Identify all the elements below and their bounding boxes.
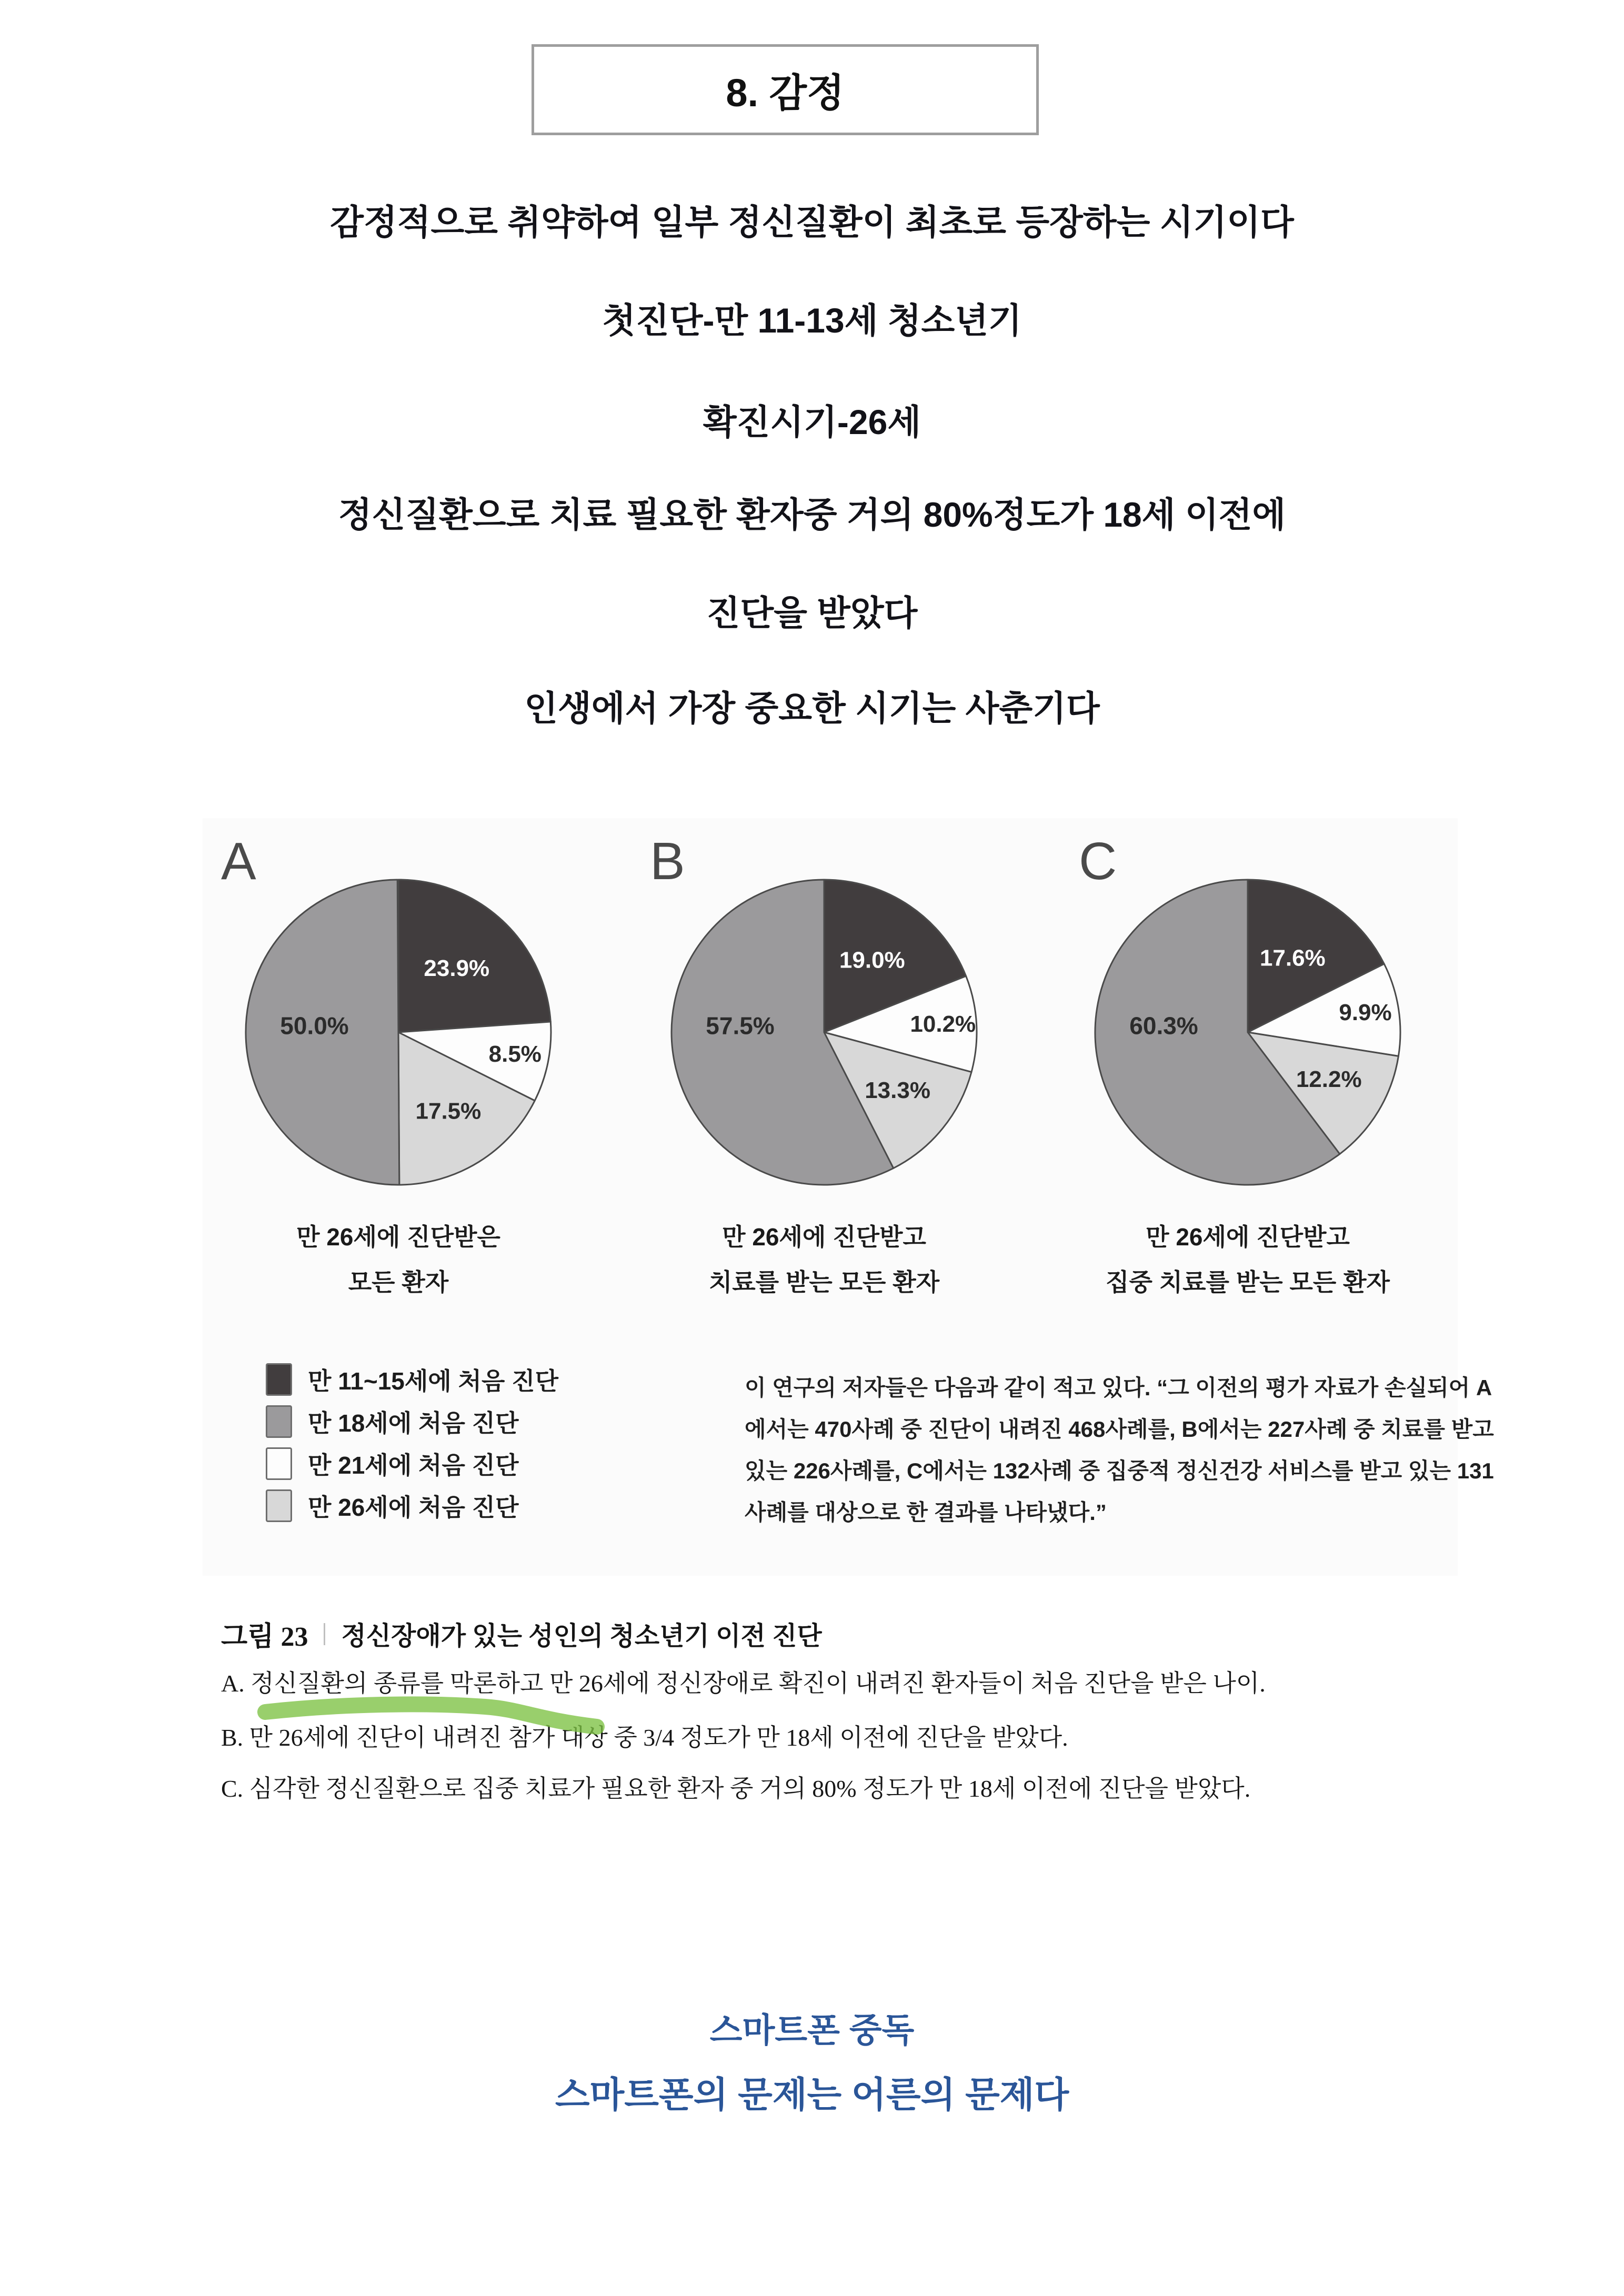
heading-line-4: 정신질환으로 치료 필요한 환자중 거의 80%정도가 18세 이전에 [338, 495, 1286, 534]
pie-slice-label: 9.9% [1339, 999, 1392, 1025]
legend-swatch-white [266, 1447, 292, 1480]
legend-label: 만 21세에 처음 진단 [308, 1452, 519, 1479]
pie-slice-label: 8.5% [488, 1041, 542, 1068]
heading-line-6: 인생에서 가장 중요한 시기는 사춘기다 [524, 689, 1100, 728]
figure-caption-title: 정신장애가 있는 성인의 청소년기 이전 진단 [341, 1621, 822, 1650]
heading-line-5: 진단을 받았다 [706, 593, 918, 632]
pie-slice-label: 50.0% [280, 1012, 349, 1040]
pie-a-caption [214, 1214, 583, 1305]
legend-swatch-gray [266, 1405, 292, 1438]
pie-b-caption-line-1: 만 26세에 진단받고 [722, 1223, 926, 1251]
paragraph-line: 사례를 대상으로 한 결과를 나타냈다.” [745, 1500, 1107, 1525]
pie-slice-label: 57.5% [706, 1012, 775, 1040]
heading-line-2: 첫진단-만 11-13세 청소년기 [602, 301, 1022, 340]
pie-slice-label: 13.3% [865, 1077, 930, 1103]
paragraph-line: 있는 226사례를, C에서는 132사례 중 집중적 정신건강 서비스를 받고 있는 131 [745, 1458, 1494, 1483]
pie-slice-label: 23.9% [424, 955, 490, 981]
figure-caption-title-row [221, 1614, 822, 1654]
figure-number: 그림 23 [221, 1622, 308, 1652]
pie-slice-label: 12.2% [1296, 1066, 1362, 1093]
figure-caption-line-c: C. 심각한 정신질환으로 집중 치료가 필요한 환자 중 거의 80% 정도가 만 18세 이전에 진단을 받았다. [221, 1775, 1251, 1802]
legend-row [266, 1443, 558, 1485]
footer-blue-line-1: 스마트폰 중독 [709, 2011, 915, 2049]
pie-legend [266, 1358, 558, 1527]
green-highlighter-stroke [247, 1695, 626, 1743]
pie-b-caption-line-2: 치료를 받는 모든 환자 [708, 1268, 940, 1296]
figure-caption-line-b: B. 만 26세에 진단이 내려진 참가 대상 중 3/4 정도가 만 18세 이전에 진단을 받았다. [221, 1724, 1068, 1751]
paragraph-line: 이 연구의 저자들은 다음과 같이 적고 있다. “그 이전의 평가 자료가 손실되어 A [745, 1375, 1492, 1400]
pie-chart-a [240, 874, 556, 1190]
legend-row [266, 1485, 558, 1527]
pie-a-caption-line-2: 모든 환자 [348, 1268, 449, 1296]
figure-caption-line-a: A. 정신질환의 종류를 막론하고 만 26세에 정신장애로 확진이 내려진 환자들이 처음 진단을 받은 나이. [221, 1670, 1266, 1697]
paragraph-line: 에서는 470사례 중 진단이 내려진 468사례를, B에서는 227사례 중 치료를 받고 [745, 1417, 1494, 1442]
footer-blue-line-2: 스마트폰의 문제는 어른의 문제다 [555, 2075, 1069, 2115]
pie-slice-label: 19.0% [839, 947, 905, 973]
legend-label: 만 18세에 처음 진단 [308, 1409, 519, 1437]
pie-chart-b [666, 874, 982, 1190]
legend-label: 만 11~15세에 처음 진단 [308, 1367, 559, 1395]
legend-swatch-dark [266, 1363, 292, 1396]
study-note-paragraph [745, 1367, 1494, 1533]
figure-caption-divider [324, 1623, 325, 1645]
pie-chart-c [1090, 874, 1406, 1190]
legend-label: 만 26세에 처음 진단 [308, 1494, 519, 1521]
pie-c-caption-line-1: 만 26세에 진단받고 [1146, 1223, 1350, 1251]
pie-slice-label: 17.5% [415, 1098, 482, 1124]
pie-b-letter: B [650, 832, 685, 891]
heading-line-3: 확진시기-26세 [703, 402, 921, 441]
legend-row [266, 1358, 558, 1401]
pie-slice-label: 10.2% [910, 1011, 976, 1037]
legend-row [266, 1401, 558, 1443]
pie-c-caption [1064, 1214, 1432, 1305]
legend-swatch-light [266, 1489, 292, 1522]
section-title-box [532, 44, 1039, 135]
heading-line-1: 감정적으로 취약하여 일부 정신질환이 최초로 등장하는 시기이다 [330, 203, 1294, 241]
pie-c-caption-line-2: 집중 치료를 받는 모든 환자 [1106, 1268, 1390, 1296]
pie-slice-label: 17.6% [1259, 945, 1326, 971]
pie-a-caption-line-1: 만 26세에 진단받은 [296, 1223, 500, 1251]
pie-c-letter: C [1079, 832, 1117, 891]
section-title: 8. 감정 [726, 71, 845, 115]
pie-slice-label: 60.3% [1129, 1012, 1198, 1040]
pie-b-caption [640, 1214, 1008, 1305]
pie-a-letter: A [221, 832, 256, 891]
